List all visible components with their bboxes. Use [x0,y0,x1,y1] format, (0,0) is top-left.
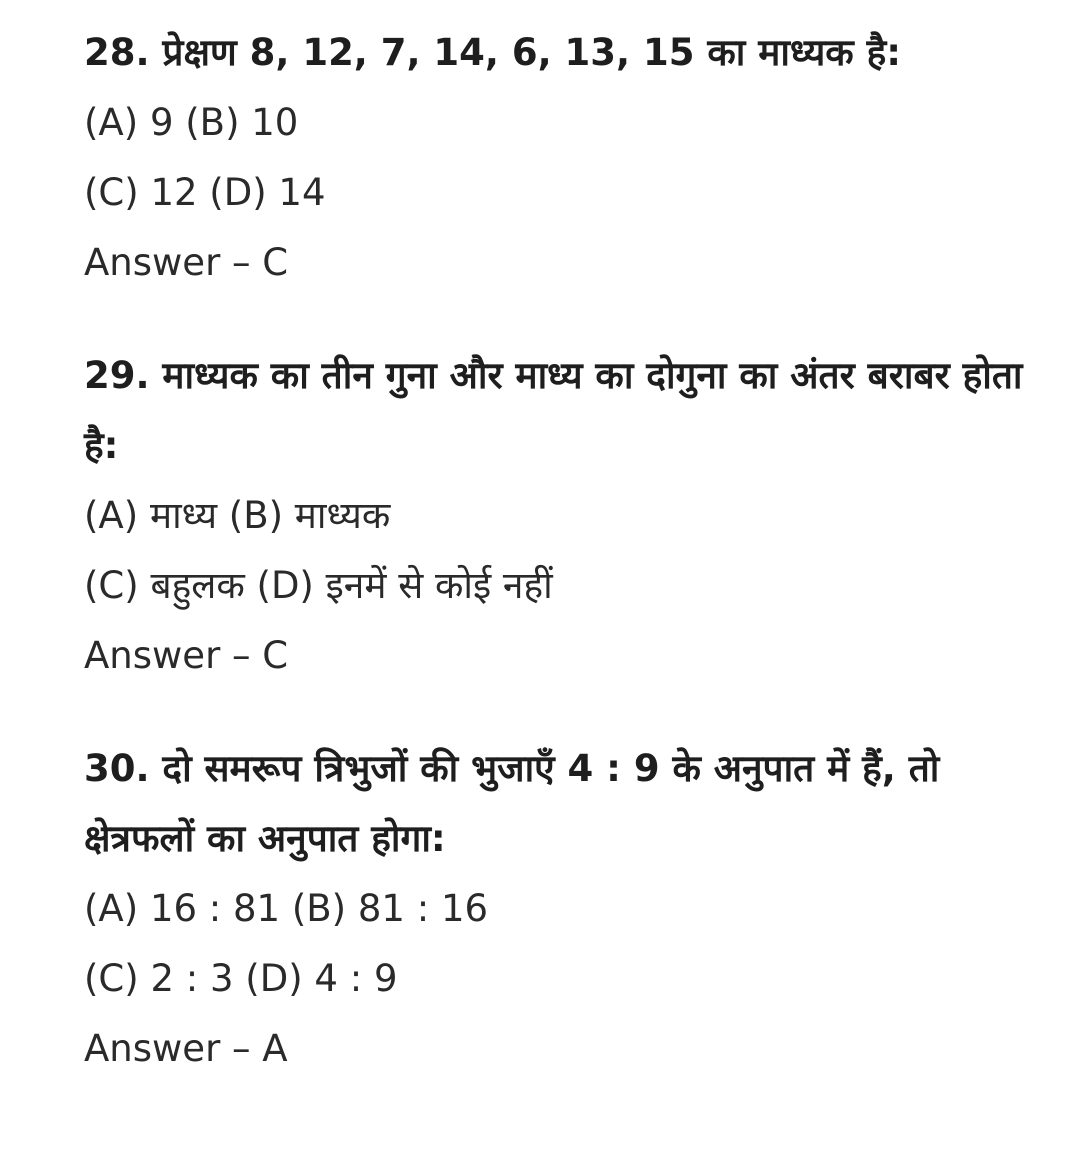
question-title: 28. प्रेक्षण 8, 12, 7, 14, 6, 13, 15 का माध्यक है: [84,31,902,74]
question-title: 30. दो समरूप त्रिभुजों की भुजाएँ 4 : 9 के अनुपात में हैं, तो क्षेत्रफलों का अनुपात होगा: [84,747,940,860]
question-30 [84,734,1024,1084]
options-line-2: (C) 12 (D) 14 [84,171,326,214]
options-line-2: (C) बहुलक (D) इनमें से कोई नहीं [84,564,553,607]
question-29 [84,341,1024,691]
answer-line: Answer – C [84,634,289,677]
question-28 [84,18,1024,298]
options-line-1: (A) माध्य (B) माध्यक [84,494,391,537]
options-line-1: (A) 9 (B) 10 [84,101,299,144]
answer-line: Answer – A [84,1027,288,1070]
options-line-2: (C) 2 : 3 (D) 4 : 9 [84,957,398,1000]
question-title: 29. माध्यक का तीन गुना और माध्य का दोगुना का अंतर बराबर होता है: [84,354,1023,467]
answer-line: Answer – C [84,241,289,284]
options-line-1: (A) 16 : 81 (B) 81 : 16 [84,887,489,930]
question-list [84,18,1024,1084]
